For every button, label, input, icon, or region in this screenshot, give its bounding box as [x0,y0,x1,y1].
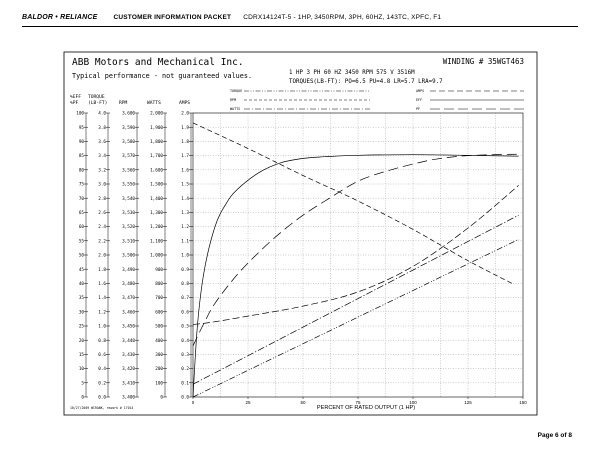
x-tick-label: 150 [519,400,527,405]
scale-label-watts: 1,100 [150,239,163,245]
scale-label-rpm: 3,570 [122,154,135,160]
scale-label-torque: 1.4 [98,296,106,302]
scale-label-amps: 0.5 [181,324,189,330]
scale-label-amps: 0.2 [181,367,189,373]
scale-label-rpm: 3,460 [122,310,135,316]
page-number: Page 6 of 8 [537,432,572,439]
scale-label-pct: 50 [78,253,84,259]
scale-label-torque: 0.0 [98,395,106,401]
legend-torque-label: TORQUE [230,89,243,93]
scale-label-torque: 3.2 [98,168,106,174]
scale-label-rpm: 3,400 [122,395,135,401]
x-axis-label: PERCENT OF RATED OUTPUT (1 HP) [316,405,416,411]
col-header-pf: %PF [70,101,79,106]
scale-label-watts: 1,200 [150,225,163,231]
scale-label-rpm: 3,480 [122,282,135,287]
scale-label-rpm: 3,500 [122,253,135,259]
scale-label-torque: 0.8 [98,338,106,344]
scale-label-watts: 200 [155,367,163,373]
scale-label-watts: 1,400 [150,196,163,202]
scale-label-torque: 1.6 [98,282,106,287]
scale-label-watts: 100 [155,381,163,387]
scale-label-torque: 1.2 [98,310,106,316]
brand-logo: BALDOR • RELIANCE [22,14,98,21]
scale-label-rpm: 3,450 [122,324,135,330]
col-header-amps: AMPS [179,101,191,106]
scale-label-torque: 4.0 [98,111,106,117]
scale-label-rpm: 3,430 [122,353,135,358]
scale-label-torque: 0.4 [98,367,106,373]
scale-label-watts: 500 [155,324,163,330]
scale-label-rpm: 3,540 [122,196,135,202]
winding-number: WINDING # 35WGT463 [442,57,524,66]
scale-label-torque: 3.4 [98,154,106,160]
scale-label-amps: 1.1 [181,239,189,245]
x-tick-label: 0 [191,400,195,405]
company-name: ABB Motors and Mechanical Inc. [72,57,244,68]
scale-label-pct: 10 [78,367,84,373]
scale-label-amps: 1.6 [181,168,189,174]
scale-label-rpm: 3,420 [122,367,135,373]
packet-title: CUSTOMER INFORMATION PACKET [113,14,232,21]
scale-label-pct: 55 [78,239,84,245]
col-header-lbft: (LB-FT) [88,101,108,106]
scale-label-pct: 80 [78,168,84,174]
sheet-frame [64,52,537,415]
scale-label-torque: 3.6 [98,140,106,145]
legend-pf-label: PF [416,107,421,111]
scale-label-rpm: 3,520 [122,225,135,231]
legend-amps-label: AMPS [416,89,425,93]
col-header-rpm: RPM [119,101,128,106]
x-tick-label: 100 [409,400,417,405]
legend-watts-label: WATTS [230,107,241,111]
scale-label-amps: 0.9 [181,267,189,273]
scale-label-amps: 1.4 [181,196,189,202]
col-header-torque: TORQUE [88,95,105,100]
scale-label-torque: 2.4 [98,225,106,231]
scale-label-torque: 2.6 [98,211,106,216]
scale-label-amps: 0.8 [181,282,189,287]
scale-label-watts: 800 [155,282,163,287]
scale-label-amps: 1.9 [181,125,189,131]
scale-label-pct: 40 [78,282,84,287]
scale-label-rpm: 3,560 [122,168,135,174]
scale-label-torque: 2.8 [98,196,106,202]
scale-label-amps: 0.1 [181,381,189,387]
scale-label-amps: 1.0 [181,253,189,259]
scale-label-pct: 30 [78,310,84,316]
scale-label-watts: 1,300 [150,211,163,216]
legend-rpm-label: RPM [230,98,237,102]
scale-label-torque: 2.2 [98,239,106,245]
revision-stamp: 10/27/2009 WCRANK, rework # 17014 [70,406,134,410]
x-tick-label: 25 [245,400,251,405]
scale-label-rpm: 3,580 [122,140,135,145]
scale-label-pct: 15 [78,353,84,358]
scale-label-pct: 0 [81,395,84,401]
scale-label-amps: 1.5 [181,182,189,188]
scale-label-torque: 0.2 [98,381,106,387]
col-header-eff: %EFF [70,95,82,100]
scale-label-amps: 0.7 [181,296,189,302]
scale-label-amps: 0.4 [181,338,189,344]
scale-label-watts: 1,000 [150,253,163,259]
scale-label-pct: 95 [78,125,84,131]
scale-label-torque: 1.0 [98,324,106,330]
scale-label-torque: 0.6 [98,353,106,358]
scale-label-rpm: 3,440 [122,338,135,344]
scale-label-torque: 3.0 [98,182,106,188]
disclaimer: Typical performance - not guaranteed values. [72,72,253,80]
scale-label-watts: 700 [155,296,163,302]
scale-label-pct: 60 [78,225,84,231]
scale-label-pct: 45 [78,267,84,273]
scale-label-pct: 75 [78,182,84,188]
motor-rating: 1 HP 3 PH 60 HZ 3450 RPM 575 V 3516M [289,70,415,76]
scale-label-rpm: 3,590 [122,125,135,131]
scale-label-torque: 3.8 [98,125,106,131]
scale-label-amps: 0.3 [181,353,189,358]
x-tick-label: 50 [300,400,306,405]
scale-label-watts: 300 [155,353,163,358]
scale-label-pct: 5 [81,381,84,387]
torque-values: TORQUES(LB-FT): PO=6.5 PU=4.8 LR=5.7 LRA=9.7 [289,79,443,85]
scale-label-watts: 1,900 [150,125,163,131]
scale-label-amps: 0.6 [181,310,189,316]
scale-label-watts: 1,800 [150,140,163,145]
scale-label-rpm: 3,550 [122,182,135,188]
col-header-watts: WATTS [147,101,161,106]
scale-label-watts: 0 [160,395,163,401]
model-description: CDRX14124T-5 - 1HP, 3450RPM, 3PH, 60HZ, 143TC, XPFC, F1 [243,14,442,21]
scale-label-amps: 1.7 [181,154,189,160]
scale-label-pct: 90 [78,140,84,145]
scale-label-amps: 2.0 [181,111,189,117]
scale-label-rpm: 3,410 [122,381,135,387]
scale-label-rpm: 3,490 [122,267,135,273]
x-tick-label: 75 [355,400,361,405]
scale-label-rpm: 3,600 [122,111,135,117]
scale-label-watts: 1,500 [150,182,163,188]
scale-label-watts: 2,000 [150,111,163,117]
scale-label-amps: 1.3 [181,211,189,216]
scale-label-amps: 1.2 [181,225,189,231]
scale-label-rpm: 3,530 [122,211,135,216]
scale-label-pct: 70 [78,196,84,202]
scale-label-rpm: 3,470 [122,296,135,302]
scale-label-amps: 1.8 [181,140,189,145]
scale-label-pct: 25 [78,324,84,330]
scale-label-amps: 0.0 [181,395,189,401]
legend-eff-label: EFF [416,98,423,102]
scale-label-watts: 600 [155,310,163,316]
x-tick-label: 125 [464,400,472,405]
scale-label-watts: 1,700 [150,154,163,160]
scale-label-watts: 900 [155,267,163,273]
scale-label-torque: 2.0 [98,253,106,259]
scale-label-watts: 400 [155,338,163,344]
scale-label-pct: 65 [78,211,84,216]
scale-label-pct: 100 [76,111,84,117]
scale-label-torque: 1.8 [98,267,106,273]
scale-label-pct: 35 [78,296,84,302]
scale-label-watts: 1,600 [150,168,163,174]
scale-label-rpm: 3,510 [122,239,135,245]
scale-label-pct: 20 [78,338,84,344]
scale-label-pct: 85 [78,154,84,160]
